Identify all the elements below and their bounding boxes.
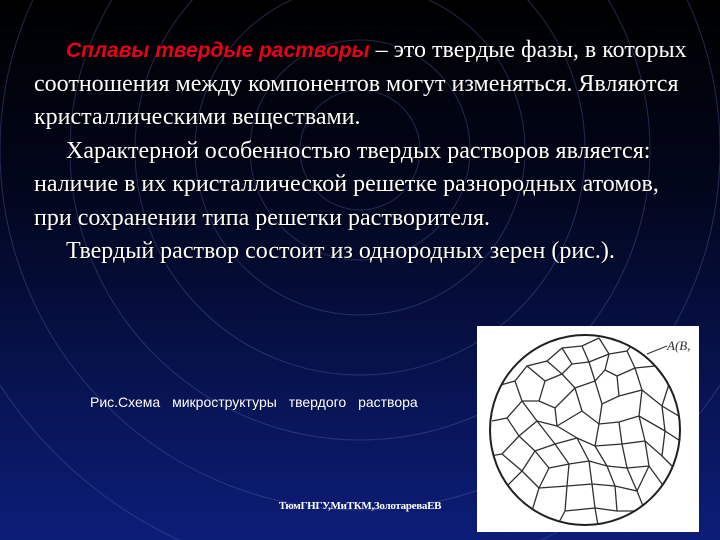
term-highlight: Сплавы твердые растворы [66, 39, 370, 62]
figure-label: A(B, [667, 338, 691, 353]
feature-text: Характерной особенностью твердых растворов является: наличие в их кристаллической решетке разнородных атомов, при сохранении типа решетки растворителя. [34, 137, 659, 231]
grain-boundary-circle [490, 335, 680, 525]
microstructure-figure [477, 326, 699, 532]
footer-credit: ТюмГНГУ,МиТКМ,ЗолотареваЕВ [278, 500, 442, 512]
structure-paragraph [34, 235, 694, 269]
slide-body [34, 34, 694, 269]
definition-paragraph [34, 34, 694, 135]
label-leader-line [647, 346, 667, 354]
grain-diagram [477, 326, 699, 532]
figure-caption: Рис.Схема микроструктуры твердого раствора [90, 394, 418, 410]
structure-text: Твердый раствор состоит из однородных зерен (рис.). [66, 238, 615, 264]
definition-text: – это твердые фазы, в которых соотношения между компонентов могут изменяться. Являются кристаллическими веществами. [34, 37, 687, 130]
feature-paragraph [34, 135, 694, 236]
